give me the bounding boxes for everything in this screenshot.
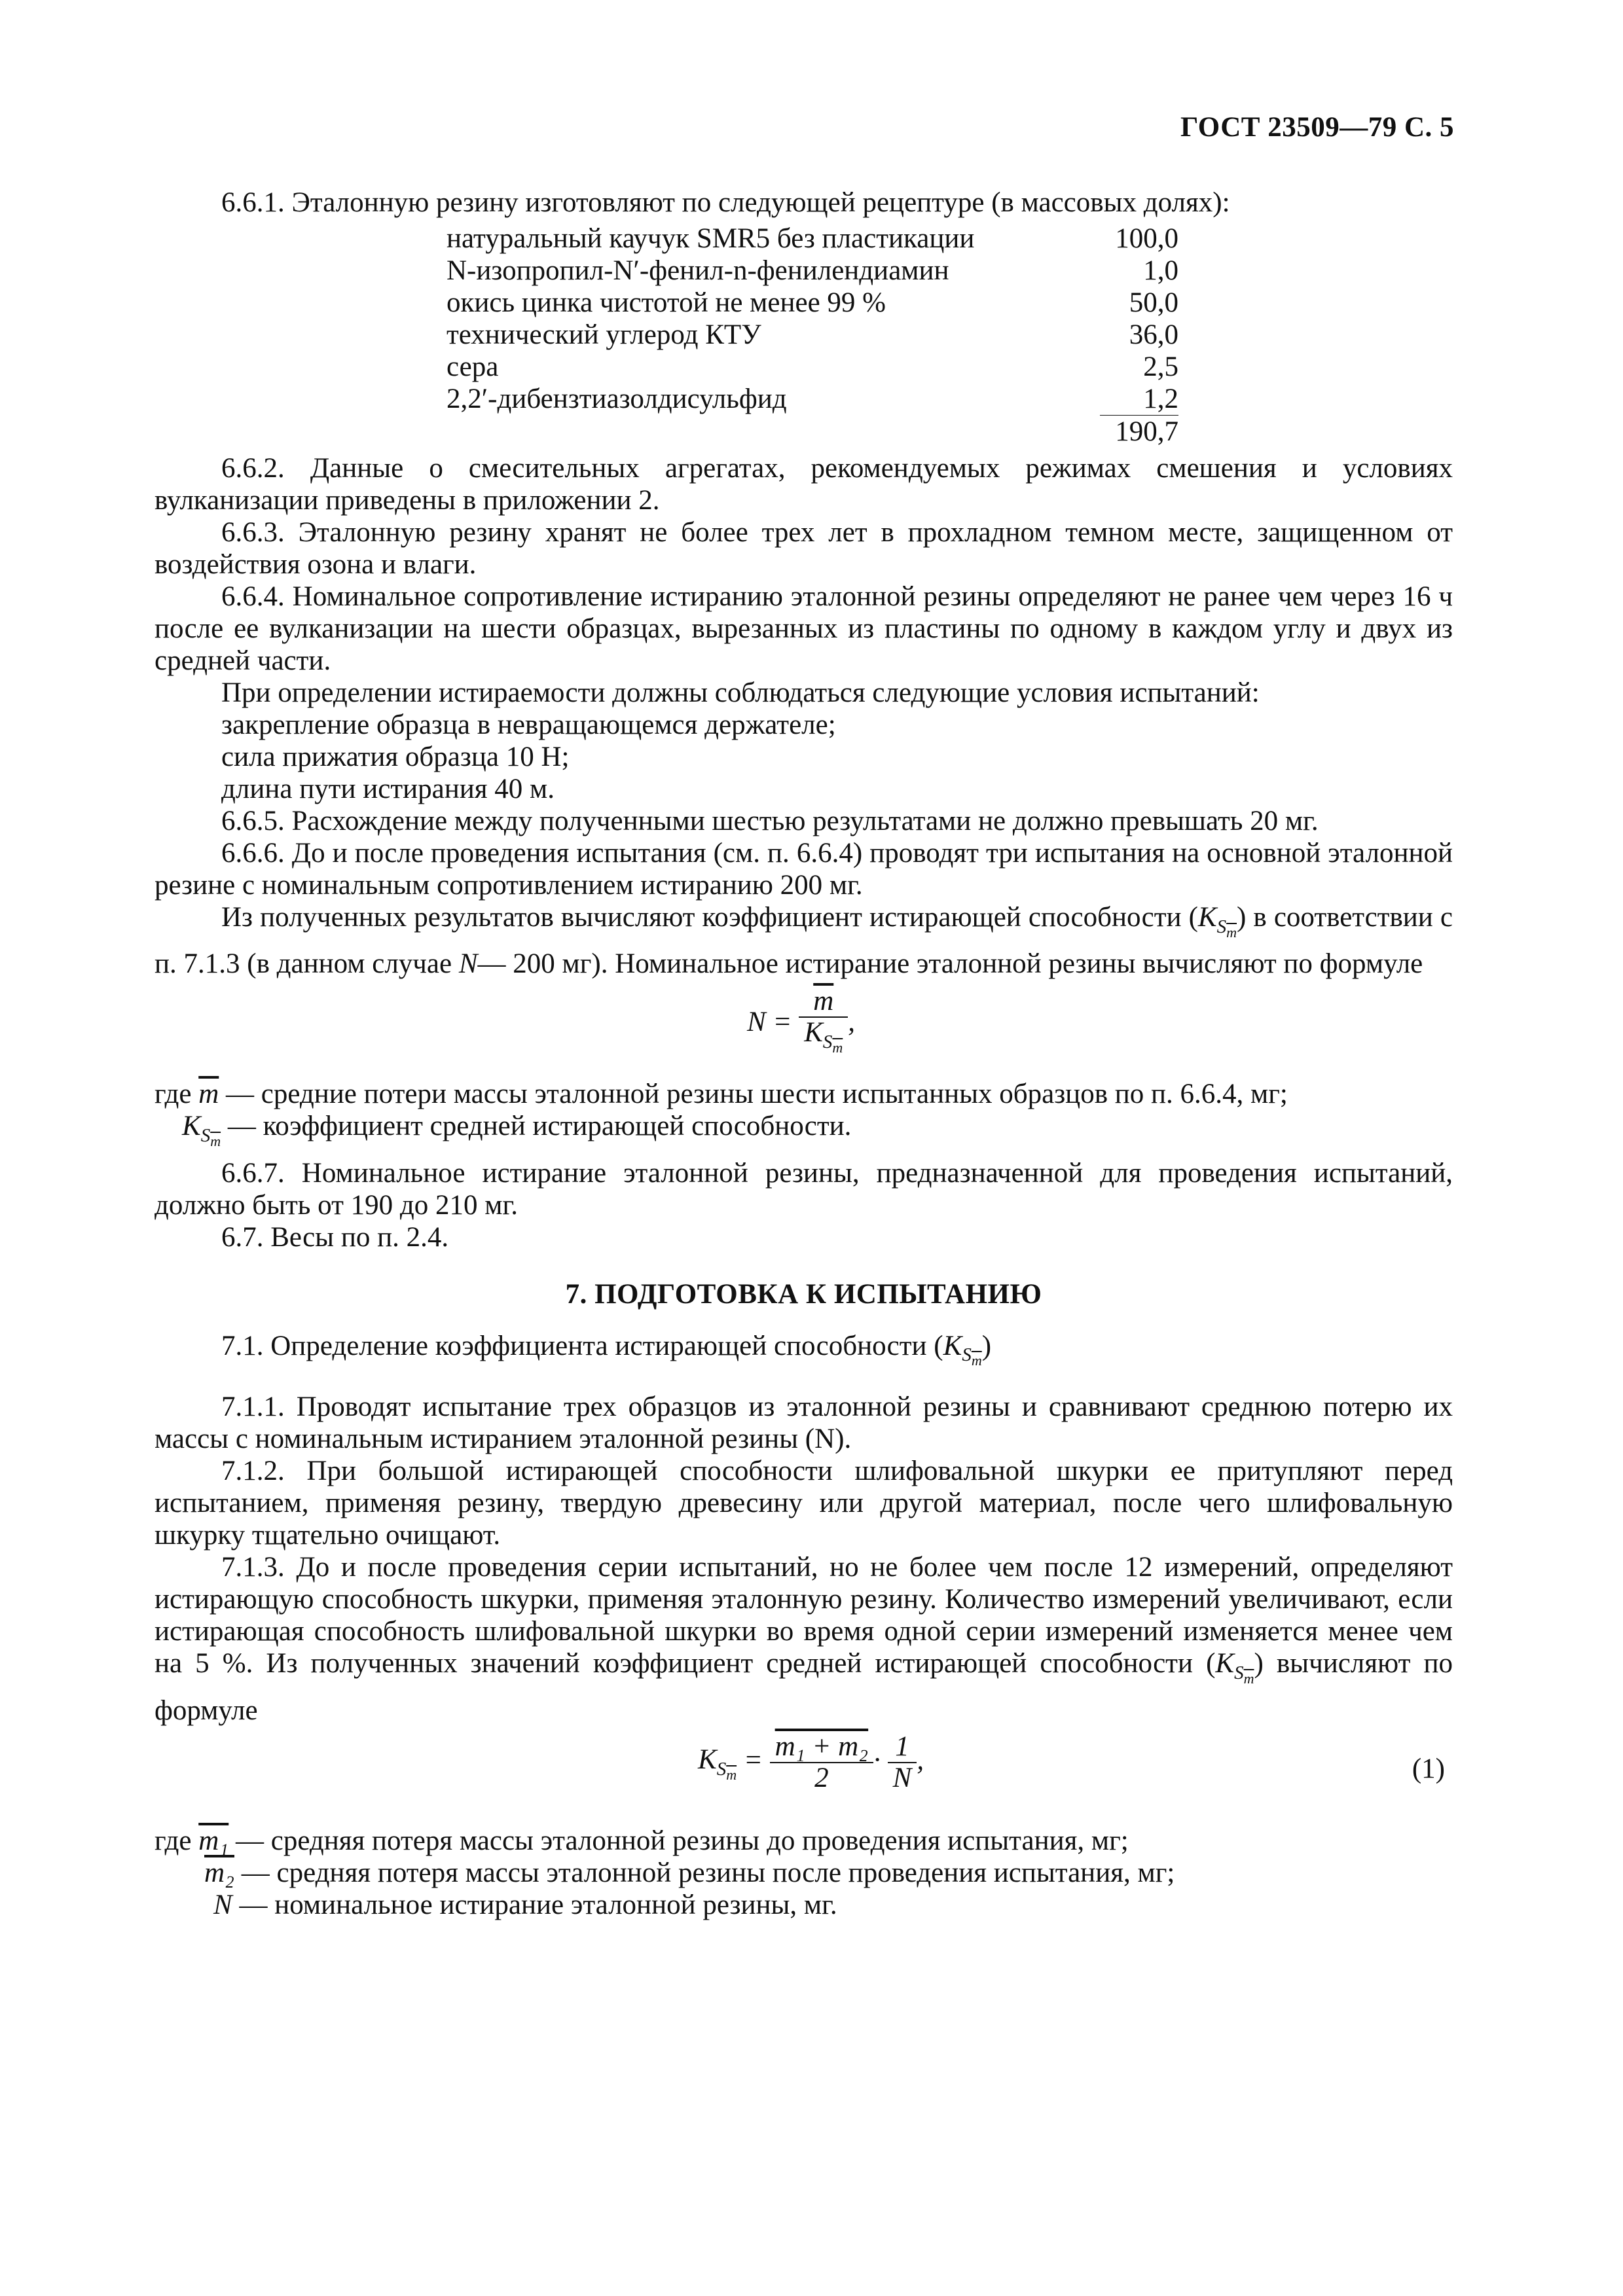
paragraph-6-6-7: 6.6.7. Номинальное истирание эталонной резины, предназначенной для проведения испытаний, должно быть от 190 до 210 мг. <box>155 1157 1453 1221</box>
page-header: ГОСТ 23509—79 С. 5 <box>1180 112 1454 143</box>
recipe-row <box>447 287 1178 319</box>
ingredient-amount: 2,5 <box>1143 351 1178 382</box>
paragraph-7-1: 7.1. Определение коэффициента истирающей способности $(K_{S_{\overline{m}}})$ <box>221 1330 992 1369</box>
ingredient-name: сера <box>447 351 499 382</box>
equation-number: (1) <box>1412 1753 1445 1784</box>
ingredient-amount: 50,0 <box>1129 287 1178 318</box>
paragraph-6-6-3: 6.6.3. Эталонную резину хранят не более трех лет в прохладном темном месте, защищенном от воздействия озона и влаги. <box>155 517 1453 580</box>
document-body <box>155 187 1453 1921</box>
recipe-table <box>447 223 1178 450</box>
recipe-total-row <box>447 416 1178 450</box>
paragraph-6-6-2: 6.6.2. Данные о смесительных агрегатах, рекомендуемых режимах смешения и условиях вулканизации приведены в приложении 2. <box>155 453 1453 516</box>
paragraph-6-6-5: 6.6.5. Расхождение между полученными шестью результатами не должно превышать 20 мг. <box>221 806 1319 836</box>
where-n: N — номинальное истирание эталонной резины, мг. <box>213 1889 837 1920</box>
ingredient-amount: 1,0 <box>1143 255 1178 286</box>
ingredient-name: окись цинка чистотой не менее 99 % <box>447 287 886 318</box>
ingredient-amount: 1,2 <box>1100 383 1178 416</box>
n-symbol: N <box>458 948 478 980</box>
where-m: где $\overline{m}$ — средние потери массы эталонной резины шести испытанных образцов по п. 6.6.4, мг; <box>155 1079 1288 1110</box>
recipe-row <box>447 319 1178 351</box>
paragraph-7-1-2: 7.1.2. При большой истирающей способности шлифовальной шкурки ее притупляют перед испытанием, применяя резину, твердую древесину или другой материал, после чего шлифовальную шкурку тщательно очищают. <box>155 1456 1453 1551</box>
recipe-row <box>447 383 1178 416</box>
formula-1: $K_{S_{\overline{m}}}$ = $\frac{\text{m₁ + m₂}}{2}$ · $\frac{1}{N}$ , (1) <box>698 1731 1445 1793</box>
where-m1: где m₁ — средняя потеря массы эталонной резины до проведения испытания, мг; <box>155 1825 1129 1856</box>
recipe-total: 190,7 <box>1115 416 1178 447</box>
condition-2: сила прижатия образца 10 Н; <box>221 742 570 772</box>
paragraph-results: Из полученных результатов вычисляют коэффициент истирающей способности $(K_{S_{\overline{m}}})$ в соответствии с п. 7.1.3 (в данном случае N— 200 мг). Номинальное истирание эталонной резины вычисляют по формуле <box>155 902 1453 980</box>
ingredient-name: 2,2′-дибензтиазолдисульфид <box>447 384 787 414</box>
condition-1: закрепление образца в невращающемся держателе; <box>221 709 836 740</box>
ingredient-amount: 36,0 <box>1129 319 1178 350</box>
fraction: $\frac{\overline{m}}{K_{S_{\overline{m}}}}$ <box>799 986 848 1062</box>
paragraph-6-6-1: 6.6.1. Эталонную резину изготовляют по следующей рецептуре (в массовых долях): <box>221 187 1230 218</box>
ingredient-amount: 100,0 <box>1115 223 1178 254</box>
ks-symbol: $K_{S_{\overline{m}}}$ <box>1197 902 1237 941</box>
ingredient-name: натуральный каучук SMR5 без пластикации <box>447 223 975 254</box>
condition-3: длина пути истирания 40 м. <box>221 774 555 804</box>
section-7-heading: 7. ПОДГОТОВКА К ИСПЫТАНИЮ <box>565 1278 1042 1310</box>
where-m2: m₂ — средняя потеря массы эталонной резины после проведения испытания, мг; <box>204 1857 1175 1888</box>
paragraph-6-6-6: 6.6.6. До и после проведения испытания (см. п. 6.6.4) проводят три испытания на основной эталонной резине с номинальным сопротивлением истиранию 200 мг. <box>155 838 1453 901</box>
where-ks: $K_{S_{\overline{m}}}$ — коэффициент средней истирающей способности. <box>182 1111 852 1149</box>
ingredient-name: N-изопропил-N′-фенил-n-фенилендиамин <box>447 255 949 286</box>
recipe-row <box>447 223 1178 255</box>
formula-nominal-abrasion: N = $\frac{\overline{m}}{K_{S_{\overline{m}}}}$ , <box>155 980 1453 1078</box>
paragraph-7-1-3: 7.1.3. До и после проведения серии испытаний, но не более чем после 12 измерений, определяют истирающую способность шкурки, применяя эталонную резину. Количество измерений увеличивают, если истирающая способность шлифовальной шкурки во время одной серии измерений изменяется менее чем на 5 %. Из полученных значений коэффициент средней истирающей способности $(K_{S_{\overline{m}}})$ вычисляют по формуле <box>155 1552 1453 1726</box>
paragraph-7-1-1: 7.1.1. Проводят испытание трех образцов из эталонной резины и сравнивают среднюю потерю их массы с номинальным истиранием эталонной резины (N). <box>155 1391 1453 1455</box>
recipe-row <box>447 255 1178 287</box>
paragraph-6-7: 6.7. Весы по п. 2.4. <box>221 1221 449 1253</box>
conditions-intro: При определении истираемости должны соблюдаться следующие условия испытаний: <box>221 677 1260 708</box>
recipe-row <box>447 351 1178 383</box>
paragraph-6-6-4: 6.6.4. Номинальное сопротивление истиранию эталонной резины определяют не ранее чем через 16 ч после ее вулканизации на шести образцах, вырезанных из пластины по одному в каждом углу и двух из средней части. <box>155 581 1453 676</box>
ingredient-name: технический углерод КТУ <box>447 319 761 350</box>
